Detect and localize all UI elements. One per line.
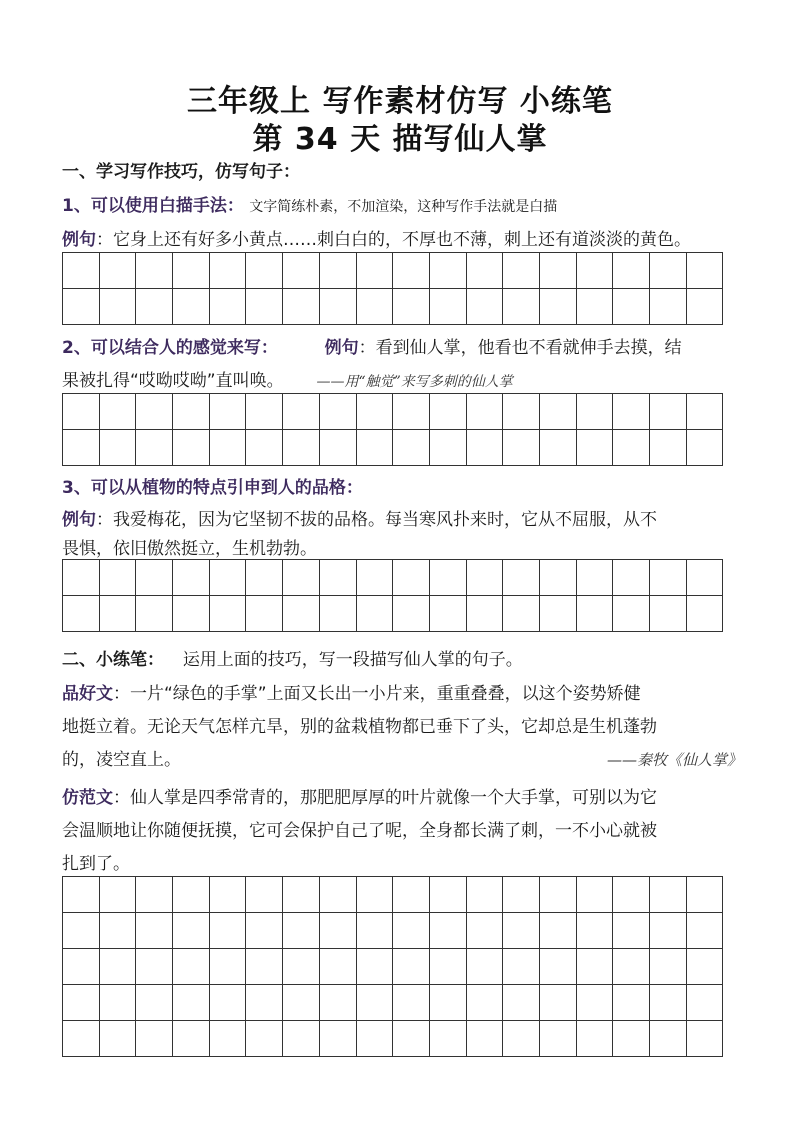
section1-heading: 一、学习写作技巧，仿写句子： (62, 162, 300, 182)
grid-cell[interactable] (393, 877, 430, 913)
grid-cell[interactable] (246, 596, 283, 632)
grid-cell[interactable] (577, 394, 614, 430)
grid-cell[interactable] (246, 394, 283, 430)
grid-cell[interactable] (283, 913, 320, 949)
grid-cell[interactable] (687, 913, 724, 949)
tip2-line (62, 336, 742, 360)
grid-cell[interactable] (503, 430, 540, 466)
grid-cell[interactable] (210, 596, 247, 632)
grid-cell[interactable] (430, 985, 467, 1021)
grid-cell[interactable] (320, 394, 357, 430)
good-text-source: ——秦牧《仙人掌》 (606, 751, 742, 769)
grid-cell[interactable] (246, 253, 283, 289)
tip3-label: 3、可以从植物的特点引申到人的品格： (62, 478, 363, 498)
grid-cell[interactable] (613, 949, 650, 985)
grid-cell[interactable] (357, 913, 394, 949)
grid-cell[interactable] (283, 560, 320, 596)
grid-cell[interactable] (246, 289, 283, 325)
tip1-label: 1、可以使用白描手法： (62, 196, 244, 216)
grid-cell[interactable] (430, 877, 467, 913)
grid-cell[interactable] (357, 430, 394, 466)
grid-cell[interactable] (540, 394, 577, 430)
grid-cell[interactable] (320, 1021, 357, 1057)
grid-cell[interactable] (357, 1021, 394, 1057)
tip1-line (62, 194, 742, 219)
model-text-line-2: 会温顺地让你随便抚摸，它可会保护自己了呢，全身都长满了刺，一不小心就被 (62, 821, 657, 841)
grid-cell[interactable] (357, 877, 394, 913)
grid-cell[interactable] (173, 289, 210, 325)
grid-cell[interactable] (100, 430, 137, 466)
grid-cell[interactable] (210, 560, 247, 596)
grid-cell[interactable] (687, 985, 724, 1021)
writing-grid-1[interactable] (62, 252, 723, 325)
grid-cell[interactable] (246, 1021, 283, 1057)
grid-cell[interactable] (320, 949, 357, 985)
grid-cell[interactable] (540, 949, 577, 985)
grid-cell[interactable] (100, 985, 137, 1021)
grid-cell[interactable] (320, 430, 357, 466)
page-title: 三年级上 写作素材仿写 小练笔 (187, 84, 613, 119)
grid-cell[interactable] (613, 596, 650, 632)
grid-cell[interactable] (687, 430, 724, 466)
grid-cell[interactable] (613, 913, 650, 949)
grid-cell[interactable] (283, 596, 320, 632)
grid-cell[interactable] (650, 560, 687, 596)
grid-cell[interactable] (283, 1021, 320, 1057)
grid-cell[interactable] (613, 430, 650, 466)
grid-cell[interactable] (577, 289, 614, 325)
grid-cell[interactable] (577, 949, 614, 985)
grid-cell[interactable] (613, 560, 650, 596)
grid-cell[interactable] (63, 253, 100, 289)
grid-cell[interactable] (687, 1021, 724, 1057)
grid-cell[interactable] (467, 394, 504, 430)
model-text-line1: ：仙人掌是四季常青的，那肥肥厚厚的叶片就像一个大手掌，可别以为它 (113, 788, 657, 808)
tip3-example-text-2: 畏惧，依旧傲然挺立，生机勃勃。 (62, 539, 317, 559)
grid-cell[interactable] (63, 430, 100, 466)
good-text-label: 品好文 (62, 684, 113, 704)
grid-cell[interactable] (210, 949, 247, 985)
grid-cell[interactable] (63, 1021, 100, 1057)
tip3-example (62, 508, 742, 532)
grid-cell[interactable] (357, 596, 394, 632)
tip1-example-text: ：它身上还有好多小黄点……刺白白的，不厚也不薄，刺上还有道淡淡的黄色。 (96, 230, 691, 250)
grid-cell[interactable] (393, 985, 430, 1021)
grid-cell[interactable] (577, 430, 614, 466)
grid-cell[interactable] (283, 394, 320, 430)
grid-cell[interactable] (503, 985, 540, 1021)
good-text-line-2: 地挺立着。无论天气怎样亢旱，别的盆栽植物都已垂下了头，它却总是生机蓬勃 (62, 717, 657, 737)
grid-cell[interactable] (650, 913, 687, 949)
grid-cell[interactable] (136, 985, 173, 1021)
grid-cell[interactable] (393, 596, 430, 632)
tip3-example-cont (62, 537, 742, 561)
section2-line (62, 648, 742, 672)
grid-cell[interactable] (430, 430, 467, 466)
tip1-desc: 文字简练朴素，不加渲染，这种写作手法就是白描 (249, 199, 558, 215)
grid-cell[interactable] (503, 289, 540, 325)
section2-heading: 二、小练笔： (62, 650, 164, 670)
grid-cell[interactable] (503, 253, 540, 289)
grid-cell[interactable] (173, 560, 210, 596)
grid-cell[interactable] (540, 253, 577, 289)
tip2-example-label: 例句 (324, 338, 359, 358)
grid-cell[interactable] (687, 877, 724, 913)
grid-cell[interactable] (283, 430, 320, 466)
grid-cell[interactable] (136, 394, 173, 430)
grid-cell[interactable] (283, 877, 320, 913)
grid-cell[interactable] (613, 1021, 650, 1057)
grid-cell[interactable] (467, 913, 504, 949)
grid-cell[interactable] (650, 949, 687, 985)
grid-cell[interactable] (577, 596, 614, 632)
grid-cell[interactable] (540, 430, 577, 466)
grid-cell[interactable] (467, 1021, 504, 1057)
grid-cell[interactable] (63, 985, 100, 1021)
grid-cell[interactable] (540, 596, 577, 632)
grid-cell[interactable] (430, 1021, 467, 1057)
grid-cell[interactable] (650, 1021, 687, 1057)
good-text-line3: 的，凌空直上。 (62, 750, 181, 770)
tip1-example-label: 例句 (62, 230, 96, 250)
grid-cell[interactable] (246, 913, 283, 949)
grid-cell[interactable] (283, 985, 320, 1021)
grid-cell[interactable] (173, 394, 210, 430)
grid-cell[interactable] (650, 985, 687, 1021)
grid-cell[interactable] (650, 877, 687, 913)
grid-cell[interactable] (613, 985, 650, 1021)
grid-cell[interactable] (430, 949, 467, 985)
tip2-note: ——用“触觉”来写多刺的仙人掌 (316, 374, 513, 390)
grid-cell[interactable] (393, 913, 430, 949)
grid-cell[interactable] (320, 913, 357, 949)
grid-cell[interactable] (210, 877, 247, 913)
grid-cell[interactable] (577, 985, 614, 1021)
grid-cell[interactable] (503, 949, 540, 985)
grid-cell[interactable] (173, 985, 210, 1021)
tip2-example-text-2: 果被扎得“哎呦哎呦”直叫唤。 (62, 371, 284, 391)
grid-cell[interactable] (467, 949, 504, 985)
grid-cell[interactable] (357, 394, 394, 430)
grid-cell[interactable] (357, 985, 394, 1021)
grid-cell[interactable] (136, 289, 173, 325)
grid-cell[interactable] (393, 394, 430, 430)
grid-cell[interactable] (63, 560, 100, 596)
grid-cell[interactable] (100, 560, 137, 596)
grid-cell[interactable] (100, 394, 137, 430)
grid-cell[interactable] (467, 985, 504, 1021)
grid-cell[interactable] (540, 913, 577, 949)
grid-cell[interactable] (430, 253, 467, 289)
grid-cell[interactable] (136, 949, 173, 985)
page-subtitle: 第 34 天 描写仙人掌 (252, 122, 548, 157)
grid-cell[interactable] (210, 913, 247, 949)
writing-grid-2[interactable] (62, 393, 723, 466)
grid-cell[interactable] (540, 985, 577, 1021)
tip1-example (62, 228, 742, 252)
grid-cell[interactable] (63, 289, 100, 325)
grid-cell[interactable] (430, 560, 467, 596)
grid-cell[interactable] (687, 253, 724, 289)
grid-cell[interactable] (467, 253, 504, 289)
tip3-example-text-1: ：我爱梅花，因为它坚韧不拔的品格。每当寒风扑来时，它从不屈服，从不 (96, 510, 657, 530)
grid-cell[interactable] (687, 949, 724, 985)
grid-cell[interactable] (467, 430, 504, 466)
grid-cell[interactable] (100, 877, 137, 913)
tip2-example-text-1: ：看到仙人掌，他看也不看就伸手去摸，结 (358, 338, 682, 358)
grid-cell[interactable] (100, 913, 137, 949)
grid-cell[interactable] (393, 560, 430, 596)
grid-cell[interactable] (467, 289, 504, 325)
grid-cell[interactable] (467, 560, 504, 596)
grid-cell[interactable] (687, 596, 724, 632)
grid-cell[interactable] (173, 430, 210, 466)
grid-cell[interactable] (63, 877, 100, 913)
grid-cell[interactable] (100, 596, 137, 632)
grid-cell[interactable] (136, 430, 173, 466)
grid-cell[interactable] (577, 913, 614, 949)
grid-cell[interactable] (613, 394, 650, 430)
grid-cell[interactable] (210, 430, 247, 466)
grid-cell[interactable] (357, 560, 394, 596)
grid-cell[interactable] (650, 394, 687, 430)
grid-cell[interactable] (210, 1021, 247, 1057)
grid-cell[interactable] (393, 289, 430, 325)
grid-cell[interactable] (173, 877, 210, 913)
grid-cell[interactable] (503, 1021, 540, 1057)
grid-cell[interactable] (173, 596, 210, 632)
section2-instruction: 运用上面的技巧，写一段描写仙人掌的句子。 (182, 650, 523, 670)
grid-cell[interactable] (393, 949, 430, 985)
grid-cell[interactable] (136, 913, 173, 949)
grid-cell[interactable] (357, 289, 394, 325)
good-text-line-3 (62, 748, 742, 772)
grid-cell[interactable] (467, 596, 504, 632)
grid-cell[interactable] (503, 596, 540, 632)
grid-cell[interactable] (650, 289, 687, 325)
grid-cell[interactable] (246, 560, 283, 596)
grid-cell[interactable] (430, 596, 467, 632)
writing-grid-4[interactable] (62, 876, 723, 1057)
grid-cell[interactable] (503, 913, 540, 949)
good-text-line-1 (62, 682, 742, 706)
grid-cell[interactable] (136, 560, 173, 596)
grid-cell[interactable] (246, 949, 283, 985)
grid-cell[interactable] (136, 877, 173, 913)
grid-cell[interactable] (650, 430, 687, 466)
grid-cell[interactable] (540, 1021, 577, 1057)
grid-cell[interactable] (503, 394, 540, 430)
model-text-line-1 (62, 786, 742, 810)
grid-cell[interactable] (210, 394, 247, 430)
grid-cell[interactable] (173, 913, 210, 949)
grid-cell[interactable] (393, 253, 430, 289)
grid-cell[interactable] (100, 289, 137, 325)
grid-cell[interactable] (577, 253, 614, 289)
grid-cell[interactable] (173, 949, 210, 985)
writing-grid-3[interactable] (62, 559, 723, 632)
tip3-example-label: 例句 (62, 510, 96, 530)
grid-cell[interactable] (613, 253, 650, 289)
model-text-line-3: 扎到了。 (62, 854, 130, 874)
grid-cell[interactable] (100, 1021, 137, 1057)
grid-cell[interactable] (393, 1021, 430, 1057)
grid-cell[interactable] (467, 877, 504, 913)
grid-cell[interactable] (650, 596, 687, 632)
grid-cell[interactable] (540, 289, 577, 325)
grid-cell[interactable] (210, 985, 247, 1021)
grid-cell[interactable] (613, 289, 650, 325)
grid-cell[interactable] (357, 949, 394, 985)
grid-cell[interactable] (687, 289, 724, 325)
good-text-line1: ：一片“绿色的手掌”上面又长出一小片来，重重叠叠，以这个姿势矫健 (113, 684, 641, 704)
grid-cell[interactable] (540, 877, 577, 913)
grid-cell[interactable] (136, 1021, 173, 1057)
grid-cell[interactable] (246, 985, 283, 1021)
grid-cell[interactable] (650, 253, 687, 289)
grid-cell[interactable] (283, 289, 320, 325)
grid-cell[interactable] (320, 289, 357, 325)
grid-cell[interactable] (320, 253, 357, 289)
grid-cell[interactable] (100, 949, 137, 985)
grid-cell[interactable] (246, 430, 283, 466)
grid-cell[interactable] (503, 877, 540, 913)
grid-cell[interactable] (577, 560, 614, 596)
grid-cell[interactable] (136, 596, 173, 632)
tip3-line (62, 476, 742, 500)
grid-cell[interactable] (210, 253, 247, 289)
grid-cell[interactable] (173, 253, 210, 289)
grid-cell[interactable] (63, 394, 100, 430)
grid-cell[interactable] (320, 877, 357, 913)
grid-cell[interactable] (503, 560, 540, 596)
grid-cell[interactable] (320, 985, 357, 1021)
grid-cell[interactable] (357, 253, 394, 289)
grid-cell[interactable] (283, 949, 320, 985)
grid-cell[interactable] (687, 560, 724, 596)
tip2-example-cont (62, 369, 742, 394)
grid-cell[interactable] (577, 1021, 614, 1057)
grid-cell[interactable] (63, 913, 100, 949)
grid-cell[interactable] (246, 877, 283, 913)
grid-cell[interactable] (136, 253, 173, 289)
grid-cell[interactable] (430, 913, 467, 949)
grid-cell[interactable] (100, 253, 137, 289)
tip2-label: 2、可以结合人的感觉来写： (62, 338, 278, 358)
grid-cell[interactable] (63, 949, 100, 985)
model-text-label: 仿范文 (62, 788, 113, 808)
grid-cell[interactable] (430, 289, 467, 325)
grid-cell[interactable] (613, 877, 650, 913)
grid-cell[interactable] (430, 394, 467, 430)
grid-cell[interactable] (687, 394, 724, 430)
grid-cell[interactable] (63, 596, 100, 632)
grid-cell[interactable] (283, 253, 320, 289)
grid-cell[interactable] (173, 1021, 210, 1057)
grid-cell[interactable] (577, 877, 614, 913)
grid-cell[interactable] (540, 560, 577, 596)
grid-cell[interactable] (393, 430, 430, 466)
grid-cell[interactable] (320, 560, 357, 596)
grid-cell[interactable] (210, 289, 247, 325)
grid-cell[interactable] (320, 596, 357, 632)
